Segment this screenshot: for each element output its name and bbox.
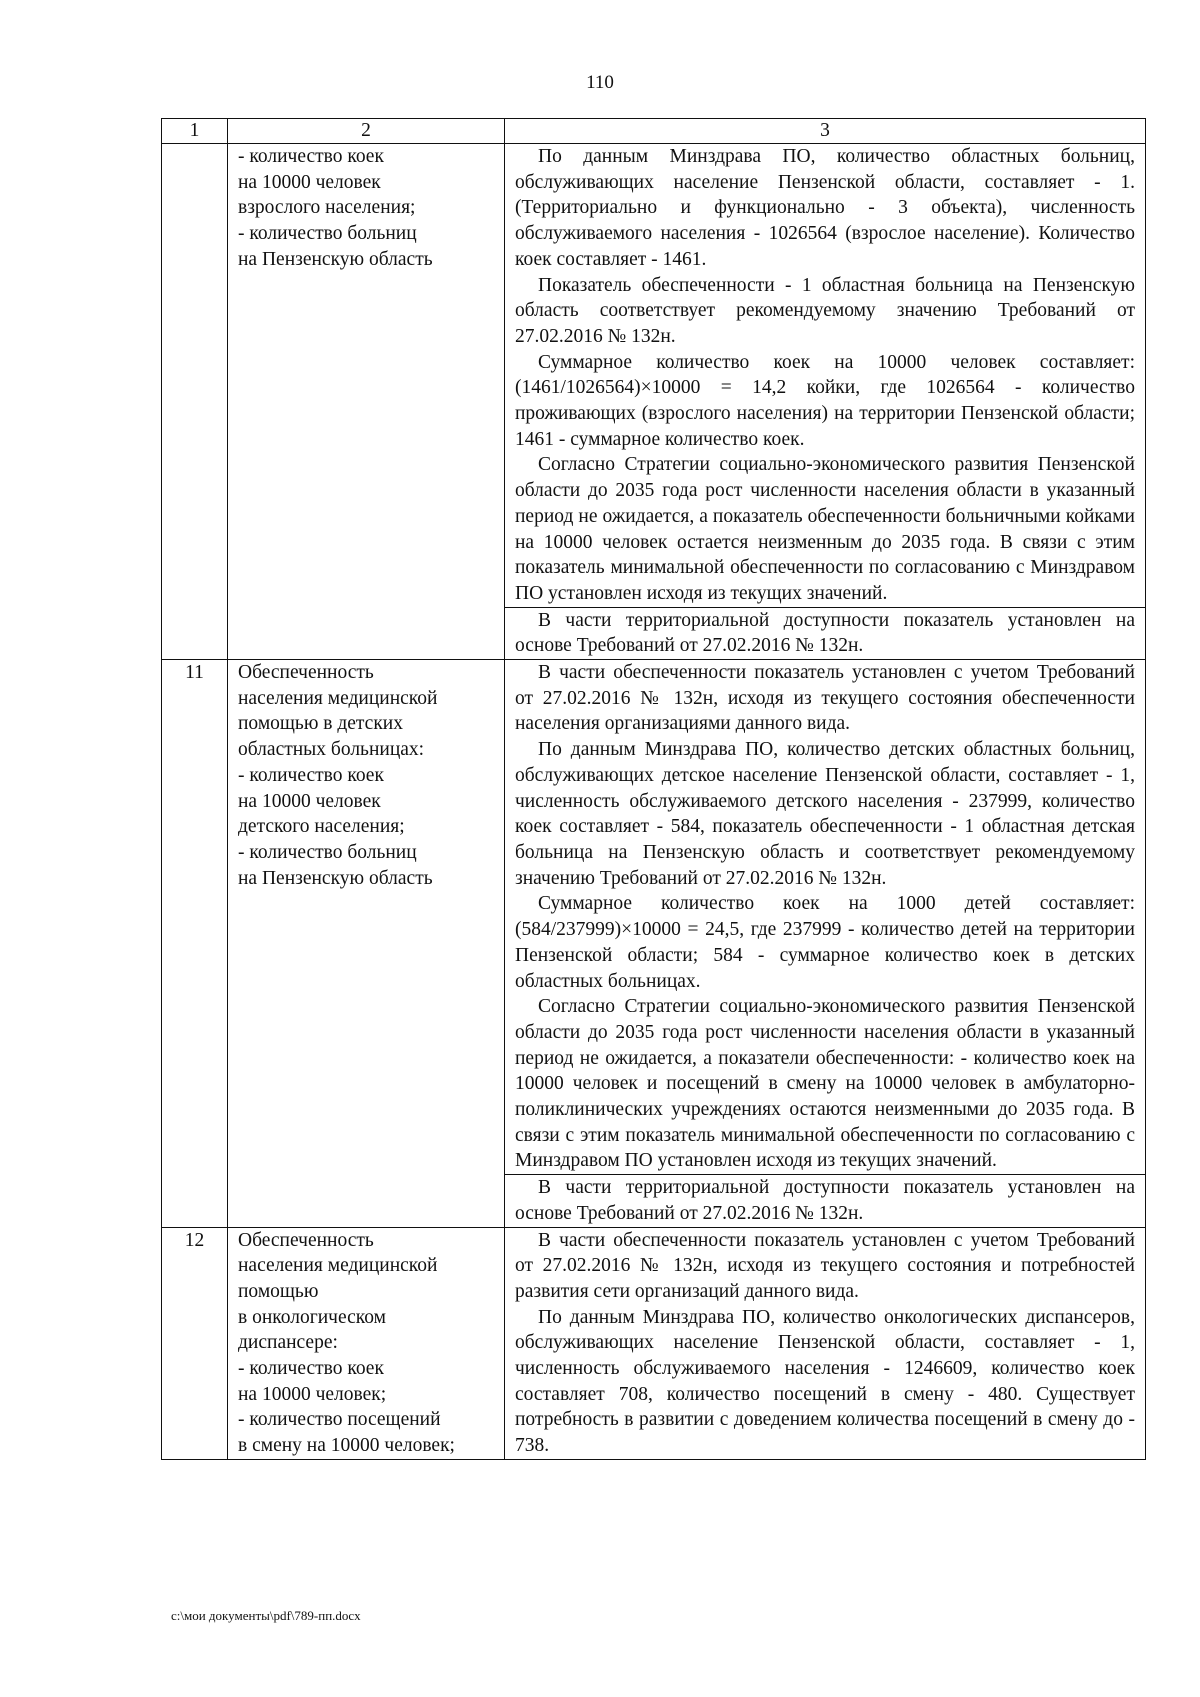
indicator-line: на 10000 человек (238, 790, 381, 812)
row-number: 11 (162, 660, 228, 1227)
indicator-line: - количество коек (238, 1358, 384, 1380)
justification-paragraph: Согласно Стратегии социально-экономического развития Пензенской области до 2035 года рост численности населения области в указанный период не ожидается, а показатель обеспеченности больничными койками на 10000 человек остается неизменным до 2035 года. В связи с этим показатель минимальной обеспеченности по согласованию с Минздравом ПО установлен исходя из текущих значений. (515, 454, 1135, 604)
justification-cell (505, 1227, 1146, 1459)
indicator-line: помощью в детских (238, 713, 403, 735)
indicator-line: на 10000 человек; (238, 1383, 387, 1405)
indicator-line: населения медицинской (238, 687, 438, 709)
indicator-line: - количество посещений (238, 1409, 441, 1431)
header-col-1: 1 (162, 119, 228, 144)
table-row (162, 144, 1146, 608)
justification-paragraph: Суммарное количество коек на 10000 человек составляет: (1461/1026564)×10000 = 14,2 койки, где 1026564 - количество проживающих (взрослого населения) на территории Пензенской области; 1461 - суммарное количество коек. (515, 351, 1135, 450)
access-cell (505, 1175, 1146, 1227)
indicator-cell (228, 1227, 505, 1459)
table-header-row (162, 119, 1146, 144)
indicator-line: - количество коек (238, 146, 384, 167)
indicator-line: населения медицинской (238, 1255, 438, 1277)
row-number (162, 144, 228, 660)
justification-paragraph: Показатель обеспеченности - 1 областная больница на Пензенскую область соответствует рекомендуемому значению Требований от 27.02.2016 № 132н. (515, 274, 1135, 347)
justification-paragraph: В части обеспеченности показатель установлен с учетом Требований от 27.02.2016 № 132н, исходя из текущего состояния и потребностей развития сети организаций данного вида. (515, 1229, 1135, 1302)
indicator-line: - количество коек (238, 764, 384, 786)
justification-paragraph: По данным Минздрава ПО, количество детских областных больниц, обслуживающих детское население Пензенской области, составляет - 1, численность обслуживаемого детского населения - 237999, количество коек составляет - 584, показатель обеспеченности - 1 областная детская больница на Пензенскую область и соответствует рекомендуемому значению Требований от 27.02.2016 № 132н. (515, 739, 1135, 889)
indicator-line: областных больницах: (238, 739, 425, 761)
indicator-line: взрослого населения; (238, 197, 416, 219)
justification-cell (505, 144, 1146, 608)
indicator-cell (228, 144, 505, 660)
justification-cell (505, 660, 1146, 1175)
justification-paragraph: В части обеспеченности показатель установлен с учетом Требований от 27.02.2016 № 132н, исходя из текущего состояния обеспеченности населения организациями данного вида. (515, 662, 1135, 735)
indicators-table (161, 118, 1146, 1460)
indicator-line: Обеспеченность (238, 662, 374, 684)
justification-paragraph: Согласно Стратегии социально-экономического развития Пензенской области до 2035 года рост численности населения области в указанный период не ожидается, а показатели обеспеченности: - количество коек на 10000 человек и посещений в смену на 10000 человек в амбулаторно-поликлинических учреждениях остаются неизменными до 2035 года. В связи с этим показатель минимальной обеспеченности по согласованию с Минздравом ПО установлен исходя из текущих значений. (515, 996, 1135, 1172)
indicator-line: - количество больниц (238, 841, 417, 863)
indicator-line: на 10000 человек (238, 171, 381, 193)
access-cell (505, 607, 1146, 659)
indicator-cell (228, 660, 505, 1227)
indicator-line: на Пензенскую область (238, 248, 433, 270)
indicator-line: диспансере: (238, 1332, 338, 1354)
justification-paragraph: По данным Минздрава ПО, количество онкологических диспансеров, обслуживающих население Пензенской области, составляет - 1, численность обслуживаемого населения - 1246609, количество коек составляет 708, количество посещений в смену - 480. Существует потребность в развитии с доведением количества посещений в смену до - 738. (515, 1306, 1135, 1457)
justification-paragraph: По данным Минздрава ПО, количество областных больниц, обслуживающих население Пензенской области, составляет - 1. (Территориально и функционально - 3 объекта), численность обслуживаемого населения - 1026564 (взрослое население). Количество коек составляет - 1461. (515, 146, 1135, 270)
indicator-line: в смену на 10000 человек; (238, 1435, 455, 1457)
page-number: 110 (586, 72, 614, 93)
access-paragraph: В части территориальной доступности показатель установлен на основе Требований от 27.02.2016 № 132н. (515, 609, 1135, 657)
row-number: 12 (162, 1227, 228, 1459)
indicator-line: в онкологическом (238, 1306, 386, 1328)
table-row (162, 1227, 1146, 1459)
indicator-line: детского населения; (238, 816, 405, 838)
header-col-2: 2 (228, 119, 505, 144)
justification-paragraph: Суммарное количество коек на 1000 детей составляет: (584/237999)×10000 = 24,5, где 237999 - количество детей на территории Пензенской области; 584 - суммарное количество коек в детских областных больницах. (515, 893, 1135, 992)
table-row (162, 660, 1146, 1175)
access-paragraph: В части территориальной доступности показатель установлен на основе Требований от 27.02.2016 № 132н. (515, 1177, 1135, 1224)
indicator-line: - количество больниц (238, 223, 417, 245)
indicator-line: на Пензенскую область (238, 867, 433, 889)
file-path-footer: с:\мои документы\pdf\789-пп.docx (171, 1608, 361, 1623)
header-col-3: 3 (505, 119, 1146, 144)
indicator-line: Обеспеченность (238, 1229, 374, 1251)
indicator-line: помощью (238, 1280, 319, 1302)
